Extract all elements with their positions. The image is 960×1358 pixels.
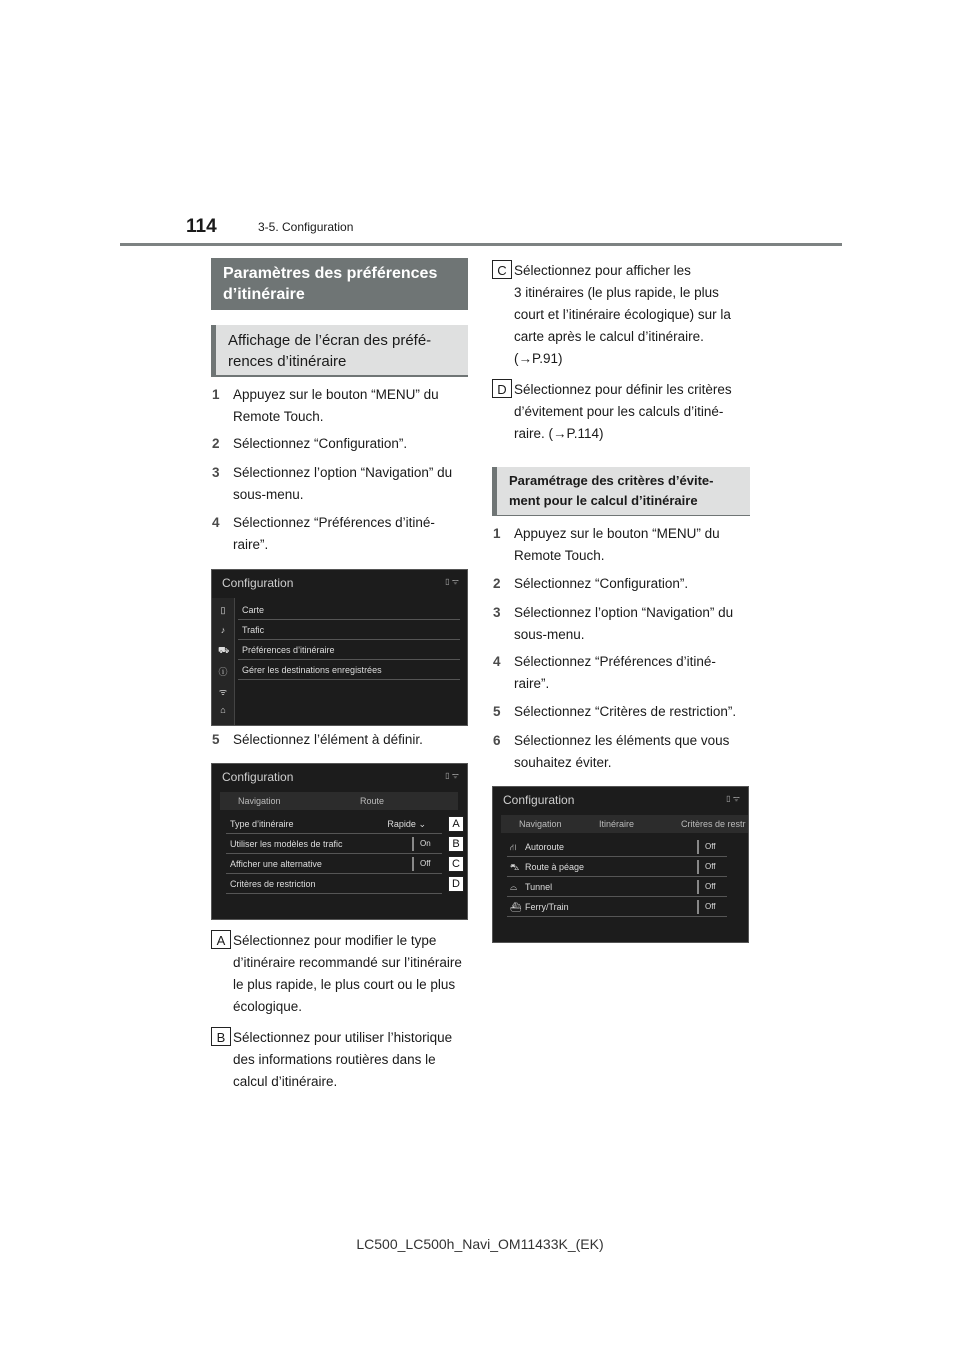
chevron-down-icon: ⌄ xyxy=(418,819,426,829)
right-step-6 xyxy=(493,730,753,774)
tab-route[interactable]: Route xyxy=(360,796,385,806)
step-number: 3 xyxy=(212,465,220,480)
label-b: B xyxy=(211,1027,231,1046)
header-rule xyxy=(120,243,842,246)
subsection-heading-line: Paramétrage des critères d’évite- xyxy=(509,473,714,488)
menu-item-carte[interactable]: Carte xyxy=(238,600,460,620)
step-4 xyxy=(212,512,472,556)
row-label: Afficher une alternative xyxy=(230,859,322,869)
toggle-value[interactable]: Off xyxy=(697,900,727,914)
row-label: Tunnel xyxy=(525,882,553,892)
subsection-heading-line: rences d’itinéraire xyxy=(228,353,347,370)
label-a: A xyxy=(211,930,231,949)
step-2 xyxy=(212,433,472,455)
info-icon: ⓘ xyxy=(218,667,228,677)
tunnel-icon: ⌓ xyxy=(510,882,518,892)
audio-icon: ♪ xyxy=(220,625,226,635)
row-label: Utiliser les modèles de trafic xyxy=(230,839,343,849)
label-c: C xyxy=(492,260,512,279)
step-text: Sélectionnez “Préférences d’itiné- raire”. xyxy=(514,654,716,691)
step-text: Appuyez sur le bouton “MENU” du Remote Touch. xyxy=(514,526,720,563)
row-route-type[interactable] xyxy=(226,814,442,834)
toggle-value[interactable]: Off xyxy=(412,857,442,871)
step-number: 5 xyxy=(212,732,220,747)
step-text: Sélectionnez “Configuration”. xyxy=(514,576,689,591)
marker-b: B xyxy=(448,836,464,852)
step-text: Sélectionnez les éléments que vous souhaitez éviter. xyxy=(514,733,730,770)
description-c: Sélectionnez pour afficher les 3 itinéraires (le plus rapide, le plus court et l’itinéraire écologique) sur la carte après le calcul d’itinéraire. (→P.91) xyxy=(514,263,731,366)
row-autoroute[interactable] xyxy=(507,837,727,857)
menu-item-route-preferences[interactable]: Préférences d’itinéraire xyxy=(238,640,460,660)
description-b: Sélectionnez pour utiliser l’historique des informations routières dans le calcul d’itinéraire. xyxy=(233,1030,453,1089)
highway-icon: ⛙ xyxy=(510,842,517,852)
step-number: 2 xyxy=(493,576,501,591)
step-text: Sélectionnez “Critères de restriction”. xyxy=(514,704,737,719)
step-text: Sélectionnez l’option “Navigation” du sous-menu. xyxy=(514,605,734,642)
step-number: 5 xyxy=(493,704,501,719)
toggle-value[interactable]: Off xyxy=(697,840,727,854)
step-text: Sélectionnez l’élément à définir. xyxy=(233,732,423,747)
step-1 xyxy=(212,384,472,428)
right-step-5 xyxy=(493,701,753,723)
section-heading xyxy=(211,258,468,310)
step-number: 6 xyxy=(493,733,501,748)
tab-itineraire[interactable]: Itinéraire xyxy=(599,819,635,829)
step-5 xyxy=(212,729,472,751)
step-number: 2 xyxy=(212,436,220,451)
screen-title: Configuration xyxy=(222,576,294,590)
wifi-icon: ᯤ xyxy=(218,687,228,697)
row-show-alternative[interactable] xyxy=(226,854,442,874)
row-label: Route à péage xyxy=(525,862,585,872)
tab-navigation[interactable]: Navigation xyxy=(238,796,281,806)
page-number: 114 xyxy=(186,216,217,237)
signal-icon: ▯ ᯤ xyxy=(445,577,459,586)
marker-d: D xyxy=(448,876,464,892)
phone-icon: ▯ xyxy=(220,605,226,615)
right-step-4 xyxy=(493,651,753,695)
row-label: Autoroute xyxy=(525,842,565,852)
toggle-value[interactable]: Off xyxy=(697,860,727,874)
row-tunnel[interactable] xyxy=(507,877,727,897)
subsection-heading xyxy=(211,325,468,377)
screen-sidebar xyxy=(212,598,235,725)
route-type-select[interactable]: Rapide ⌄ xyxy=(387,819,426,829)
right-step-2 xyxy=(493,573,753,595)
menu-item-trafic[interactable]: Trafic xyxy=(238,620,460,640)
subsection-heading-line: ment pour le calcul d’itinéraire xyxy=(509,493,698,508)
screen-title: Configuration xyxy=(503,793,575,807)
step-number: 4 xyxy=(212,515,220,530)
subsection-heading-line: Affichage de l’écran des préfé- xyxy=(228,332,432,349)
screen-tabbar xyxy=(501,815,749,833)
screenshot-route-preferences xyxy=(211,763,468,920)
marker-c: C xyxy=(448,856,464,872)
signal-icon: ▯ ᯤ xyxy=(726,794,740,803)
screenshot-configuration-menu xyxy=(211,569,468,726)
tab-navigation[interactable]: Navigation xyxy=(519,819,562,829)
section-title: 3-5. Configuration xyxy=(258,220,354,234)
row-label: Critères de restriction xyxy=(230,879,316,889)
vehicle-icon: ⌂ xyxy=(220,705,226,715)
screen-title: Configuration xyxy=(222,770,294,784)
right-step-3 xyxy=(493,602,753,646)
signal-icon: ▯ ᯤ xyxy=(445,771,459,780)
toll-icon: ⛍ xyxy=(510,862,520,872)
step-number: 4 xyxy=(493,654,501,669)
step-text: Sélectionnez l’option “Navigation” du sous-menu. xyxy=(233,465,453,502)
step-number: 1 xyxy=(493,526,501,541)
step-number: 1 xyxy=(212,387,220,402)
ferry-icon: ⛴ xyxy=(510,902,522,912)
row-label: Type d’itinéraire xyxy=(230,819,294,829)
car-icon: ⛟ xyxy=(218,645,230,655)
row-label: Ferry/Train xyxy=(525,902,569,912)
step-text: Sélectionnez “Préférences d’itiné- raire”. xyxy=(233,515,435,552)
label-d: D xyxy=(492,379,512,398)
toggle-value[interactable]: On xyxy=(412,837,442,851)
screen-tabbar xyxy=(220,792,458,810)
step-text: Appuyez sur le bouton “MENU” du Remote Touch. xyxy=(233,387,439,424)
step-number: 3 xyxy=(493,605,501,620)
row-restriction-criteria[interactable] xyxy=(226,874,442,894)
marker-a: A xyxy=(448,816,464,832)
document-code: LC500_LC500h_Navi_OM11433K_(EK) xyxy=(356,1236,604,1252)
step-3 xyxy=(212,462,472,506)
section-heading-line: d’itinéraire xyxy=(223,286,305,303)
row-toll-road[interactable] xyxy=(507,857,727,877)
description-d: Sélectionnez pour définir les critères d’évitement pour les calculs d’itiné- raire. (→P.114) xyxy=(514,382,732,441)
toggle-value[interactable]: Off xyxy=(697,880,727,894)
description-a: Sélectionnez pour modifier le type d’itinéraire recommandé sur l’itinéraire le plus rapide, le plus court ou le plus écologique. xyxy=(233,933,462,1014)
tab-restriction-criteria[interactable]: Critères de restr xyxy=(681,819,746,829)
section-heading-line: Paramètres des préférences xyxy=(223,265,438,282)
screenshot-restriction-criteria xyxy=(492,786,749,943)
menu-item-saved-destinations[interactable]: Gérer les destinations enregistrées xyxy=(238,660,460,680)
right-step-1 xyxy=(493,523,753,567)
subsection-heading-criteria xyxy=(492,467,750,516)
row-ferry-train[interactable] xyxy=(507,897,727,917)
step-text: Sélectionnez “Configuration”. xyxy=(233,436,408,451)
row-traffic-models[interactable] xyxy=(226,834,442,854)
